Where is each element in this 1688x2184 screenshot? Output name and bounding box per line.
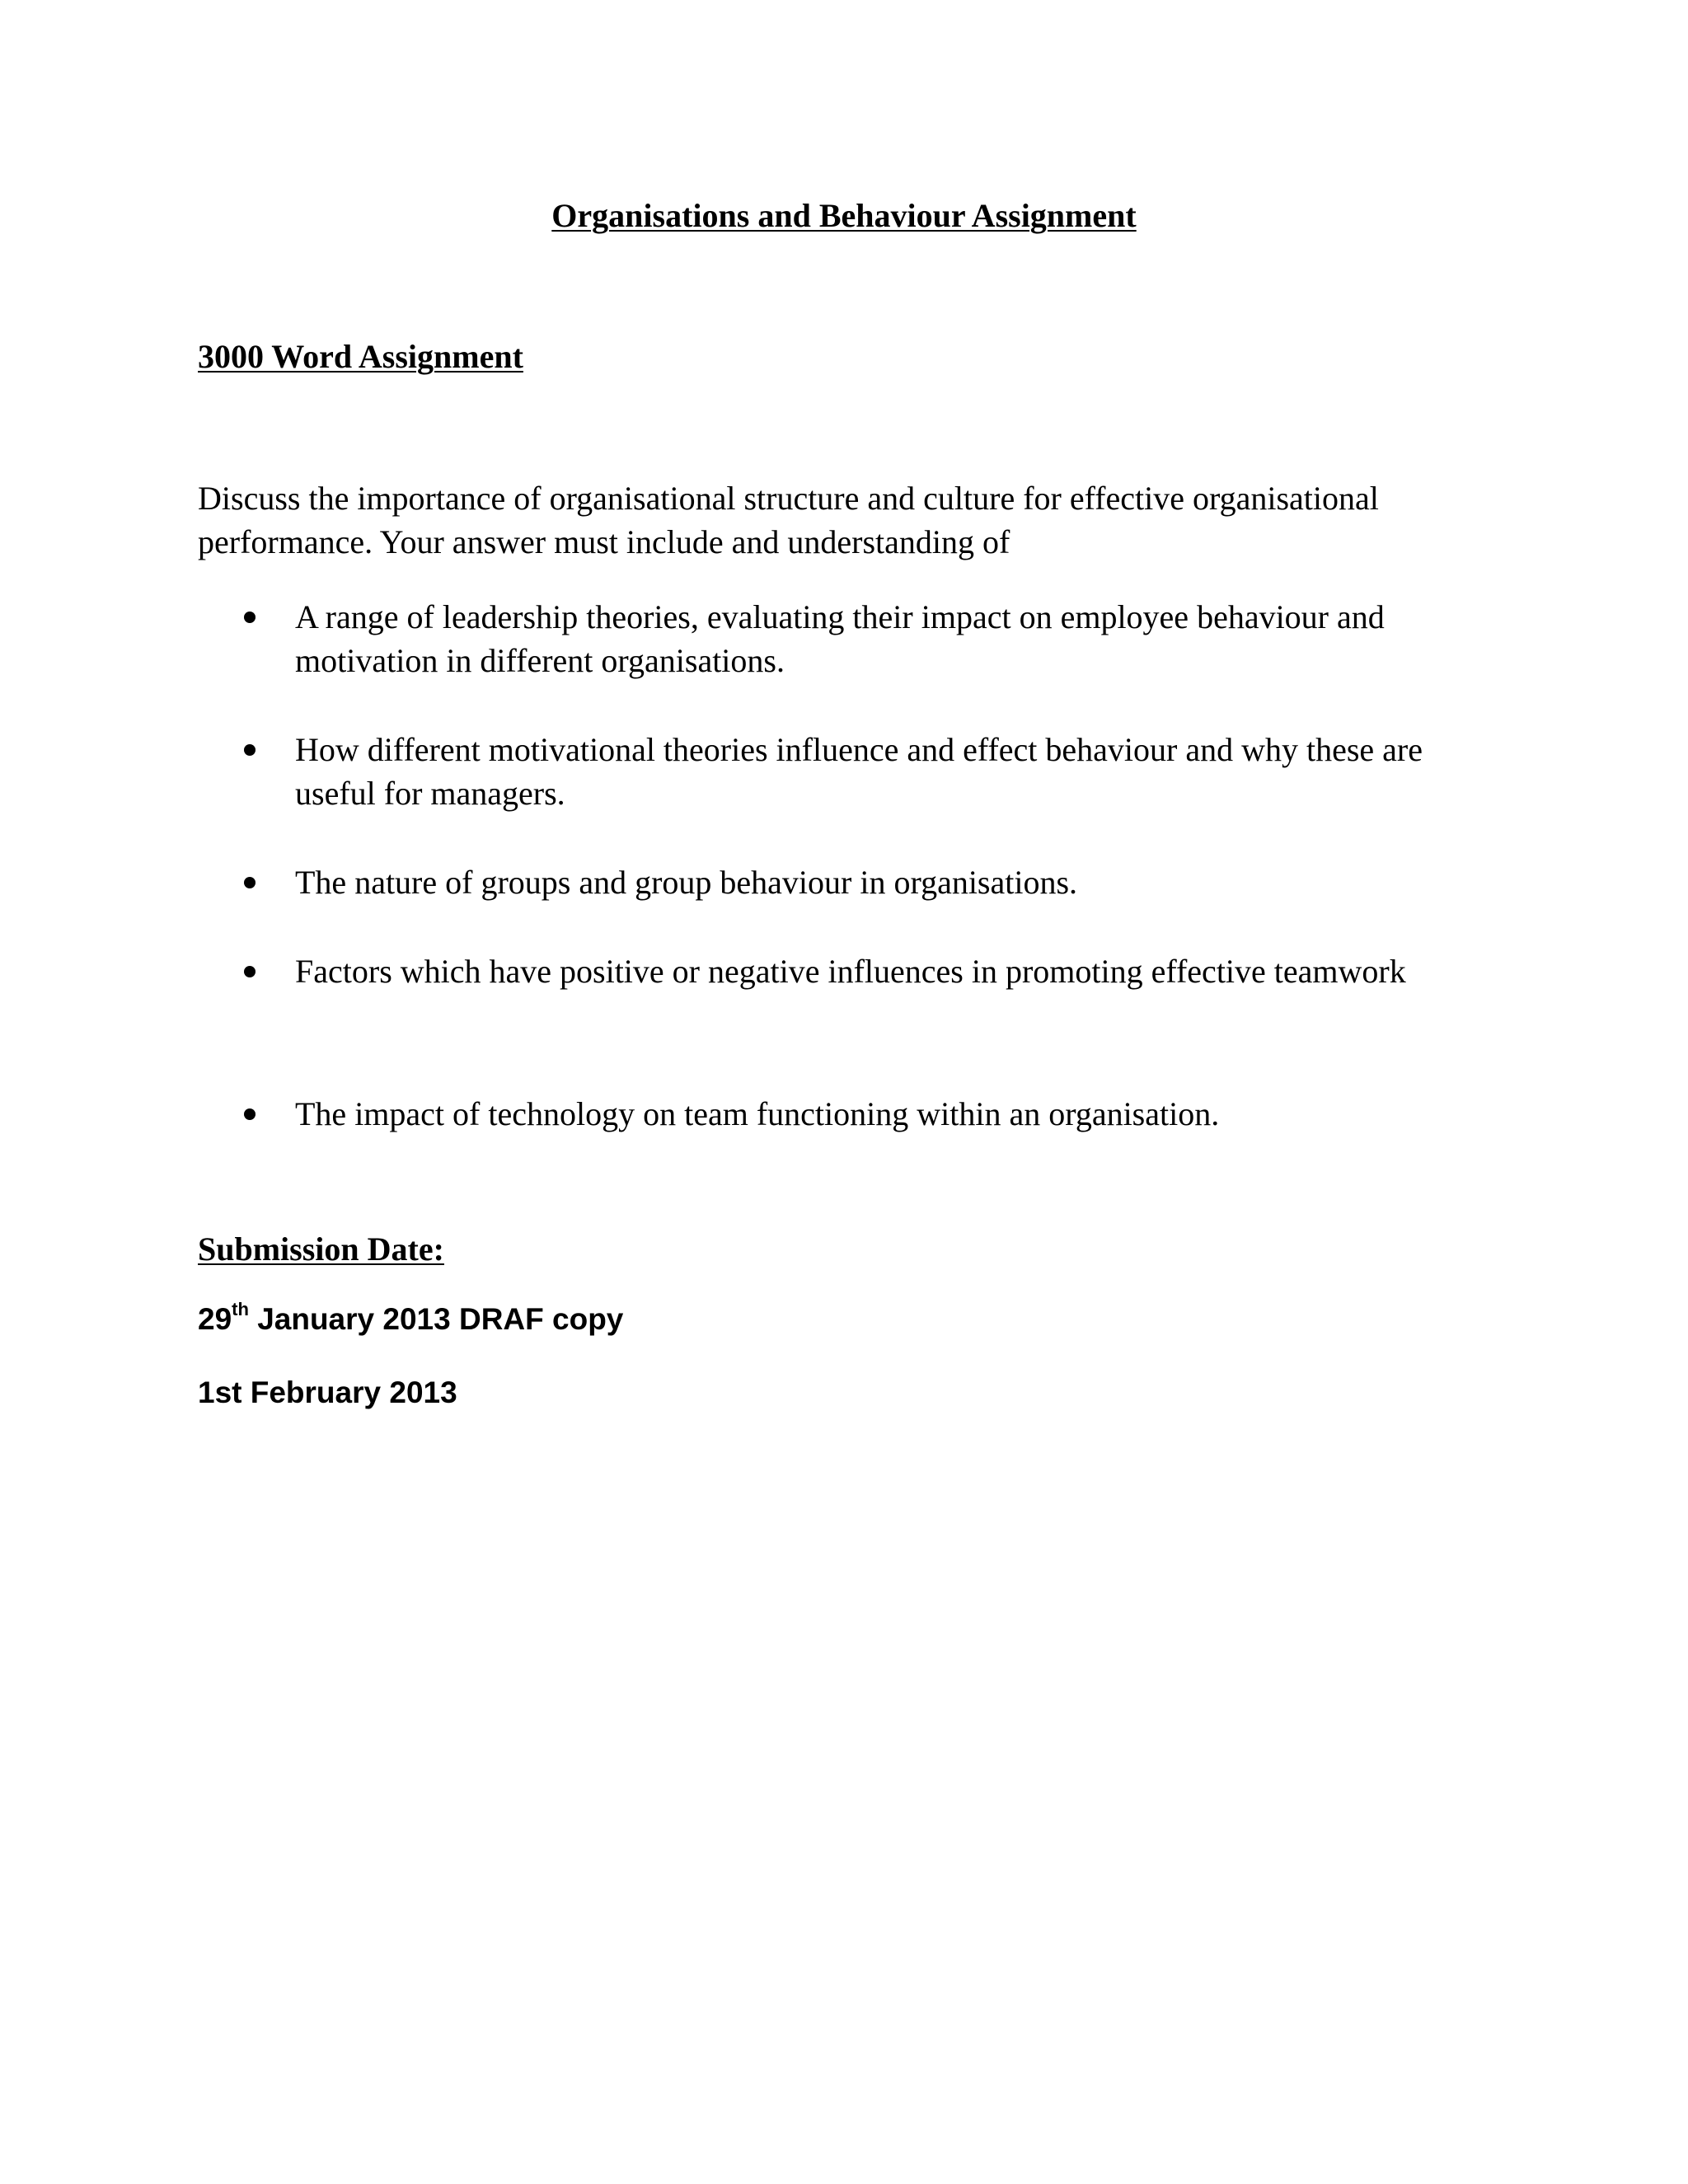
list-item <box>198 1092 1484 1136</box>
list-item <box>198 728 1484 815</box>
intro-line: Discuss the importance of organisational structure and culture for effective organisational <box>198 480 1379 517</box>
final-date: 1st February 2013 <box>198 1376 457 1409</box>
list-item-line: The impact of technology on team functioning within an organisation. <box>295 1095 1220 1132</box>
draft-day: 29 <box>198 1302 232 1336</box>
bullet-icon <box>244 744 256 756</box>
document-title: Organisations and Behaviour Assignment <box>551 197 1137 234</box>
bullet-icon <box>244 877 256 888</box>
list-item <box>198 595 1484 682</box>
list-item-text <box>295 728 1484 815</box>
list-item-line: useful for managers. <box>295 775 565 812</box>
intro-paragraph <box>198 476 1484 564</box>
intro-line: performance. Your answer must include and understanding of <box>198 523 1010 560</box>
bullet-icon <box>244 1108 256 1120</box>
list-item <box>198 860 1484 904</box>
requirements-list <box>198 595 1484 1136</box>
list-item-line: How different motivational theories influence and effect behaviour and why these are <box>295 731 1423 768</box>
list-item-line: The nature of groups and group behaviour in organisations. <box>295 864 1078 901</box>
list-item-line: motivation in different organisations. <box>295 642 785 679</box>
list-item-line: A range of leadership theories, evaluating their impact on employee behaviour and <box>295 598 1385 635</box>
list-item-text <box>295 595 1484 682</box>
bullet-icon <box>244 966 256 977</box>
list-item-text <box>295 1092 1484 1136</box>
submission-date-heading: Submission Date: <box>198 1230 444 1268</box>
draft-date-rest: January 2013 DRAF copy <box>248 1302 624 1336</box>
draft-day-suffix: th <box>232 1298 249 1319</box>
list-item-text <box>295 949 1484 993</box>
word-count-heading: 3000 Word Assignment <box>198 338 523 375</box>
bullet-icon <box>244 612 256 623</box>
list-item-line: Factors which have positive or negative influences in promoting effective teamwork <box>295 953 1406 990</box>
list-item <box>198 949 1484 993</box>
draft-date <box>198 1300 623 1339</box>
list-item-text <box>295 860 1484 904</box>
